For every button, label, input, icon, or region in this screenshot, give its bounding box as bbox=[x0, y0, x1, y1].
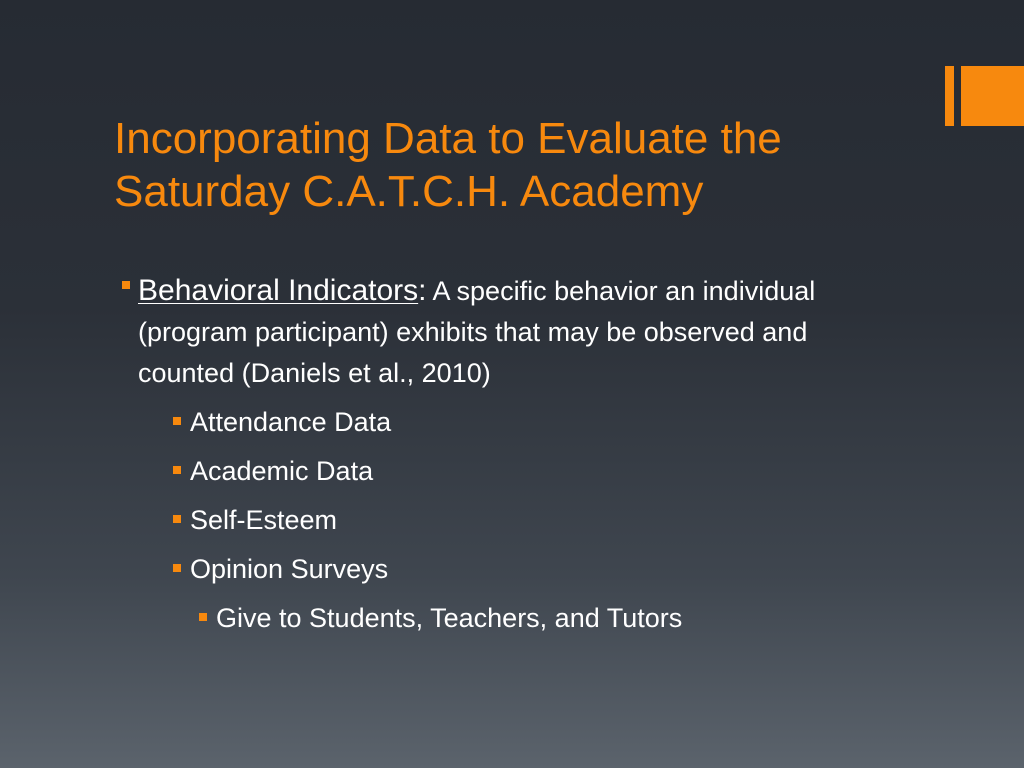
sub-bullet-label: Academic Data bbox=[190, 456, 374, 486]
term-behavioral-indicators: Behavioral Indicators bbox=[138, 274, 419, 307]
bullet-square-icon bbox=[173, 417, 181, 425]
sub-bullet bbox=[118, 398, 898, 447]
sub-sub-bullet-label: Give to Students, Teachers, and Tutors bbox=[216, 603, 683, 633]
term-definition: A specific behavior an individual (program participant) exhibits that may be observed and counted (Daniels et al., 2010) bbox=[138, 276, 816, 388]
accent-bar-wide bbox=[961, 66, 1024, 126]
bullet-square-icon bbox=[173, 564, 181, 572]
sub-bullet-label: Self-Esteem bbox=[190, 505, 338, 535]
sub-sub-bullet bbox=[118, 594, 898, 643]
bullet-square-icon bbox=[199, 613, 207, 621]
sub-bullet bbox=[118, 545, 898, 594]
bullet-square-icon bbox=[122, 281, 130, 289]
sub-bullet bbox=[118, 496, 898, 545]
sub-bullet-label: Attendance Data bbox=[190, 407, 392, 437]
term-colon: : bbox=[418, 274, 427, 307]
sub-bullet-label: Opinion Surveys bbox=[190, 554, 389, 584]
sub-bullet bbox=[118, 447, 898, 496]
accent-bar-thin bbox=[945, 66, 954, 126]
slide-body bbox=[118, 270, 898, 643]
bullet-square-icon bbox=[173, 466, 181, 474]
main-bullet bbox=[118, 270, 898, 394]
slide-title: Incorporating Data to Evaluate the Saturday C.A.T.C.H. Academy bbox=[114, 114, 782, 216]
bullet-square-icon bbox=[173, 515, 181, 523]
